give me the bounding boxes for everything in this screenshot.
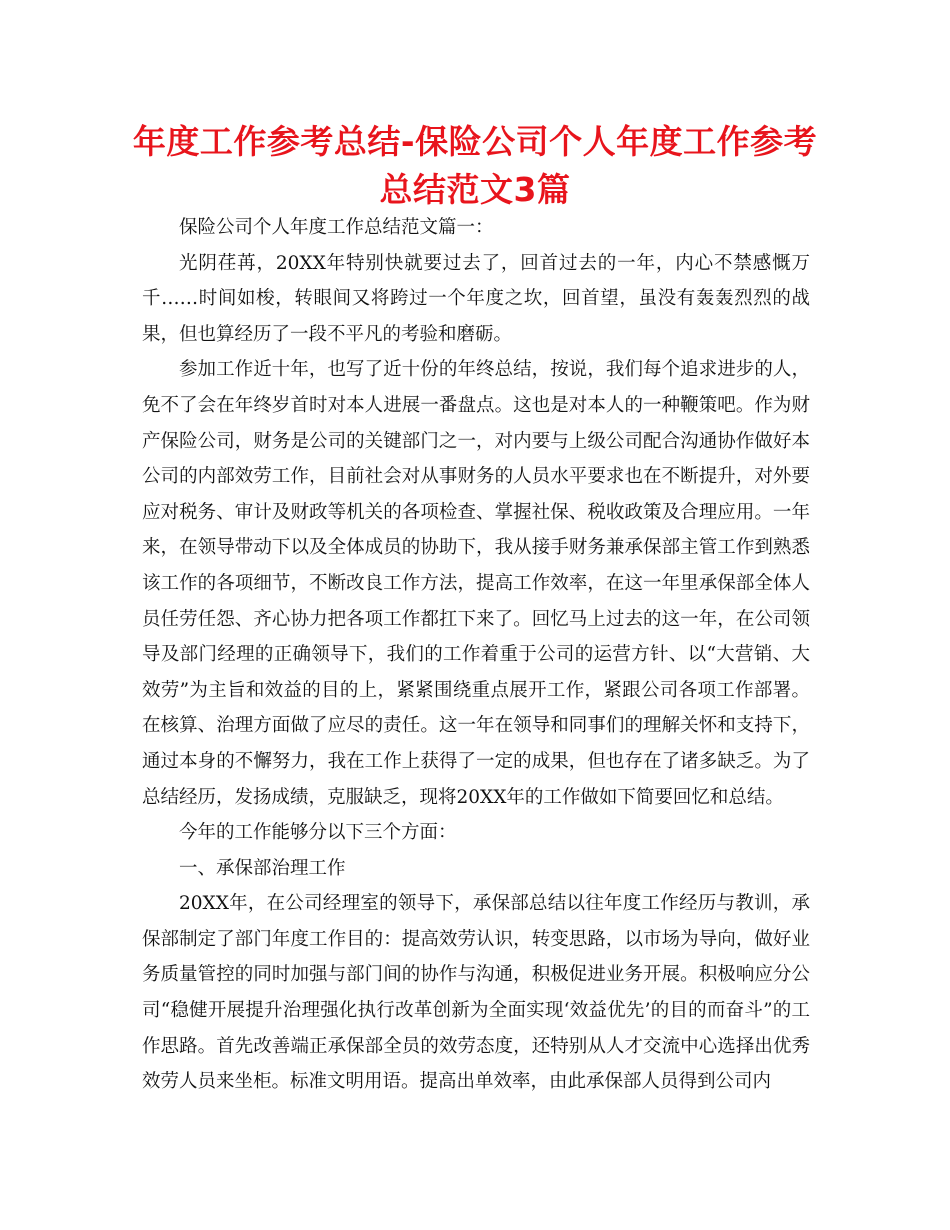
paragraph-main: 参加工作近十年，也写了近十份的年终总结，按说，我们每个追求进步的人，免不了会在年终岁首时对本人进展一番盘点。这也是对本人的一种鞭策吧。作为财产保险公司，财务是公司的关键部门之一，对内要与上级公司配合沟通协作做好本公司的内部效劳工作，目前社会对从事财务的人员水平要求也在不断提升，对外要应对税务、审计及财政等机关的各项检查、掌握社保、税收政策及合理应用。一年来，在领导带动下以及全体成员的协助下，我从接手财务兼承保部主管工作到熟悉该工作的各项细节，不断改良工作方法，提高工作效率，在这一年里承保部全体人员任劳任怨、齐心协力把各项工作都扛下来了。回忆马上过去的这一年，在公司领导及部门经理的正确领导下，我们的工作着重于公司的运营方针、以“大营销、大效劳”为主旨和效益的目的上，紧紧围绕重点展开工作，紧跟公司各项工作部署。在核算、治理方面做了应尽的责任。这一年在领导和同事们的理解关怀和支持下，通过本身的不懈努力，我在工作上获得了一定的成果，但也存在了诸多缺乏。为了总结经历，发扬成绩，克服缺乏，现将20XX年的工作做如下简要回忆和总结。 [142, 359, 810, 808]
paragraph-underwriting: 20XX年，在公司经理室的领导下，承保部总结以往年度工作经历与教训，承保部制定了部门年度工作目的：提高效劳认识，转变思路，以市场为导向，做好业务质量管控的同时加强与部门间的协作与沟通，积极促进业务开展。积极响应分公司“稳健开展提升治理强化执行改革创新为全面实现‘效益优先’的目的而奋斗”的工作思路。首先改善端正承保部全员的效劳态度，还特别从人才交流中心选择出优秀效劳人员来坐柜。标准文明用语。提高出单效率，由此承保部人员得到公司内 [142, 893, 810, 1093]
paragraph-subheading: 一、承保部治理工作 [179, 857, 346, 879]
paragraph-intro: 光阴荏苒，20XX年特别快就要过去了，回首过去的一年，内心不禁感慨万千……时间如梭，转眼间又将跨过一个年度之坎，回首望，虽没有轰轰烈烈的战果，但也算经历了一段不平凡的考验和磨砺。 [142, 252, 810, 345]
document-body [142, 210, 810, 1100]
document-title: 年度工作参考总结-保险公司个人年度工作参考总结范文3篇 [132, 122, 818, 209]
paragraph-aspects: 今年的工作能够分以下三个方面： [179, 822, 457, 844]
paragraph-section-heading: 保险公司个人年度工作总结范文篇一： [179, 217, 494, 238]
